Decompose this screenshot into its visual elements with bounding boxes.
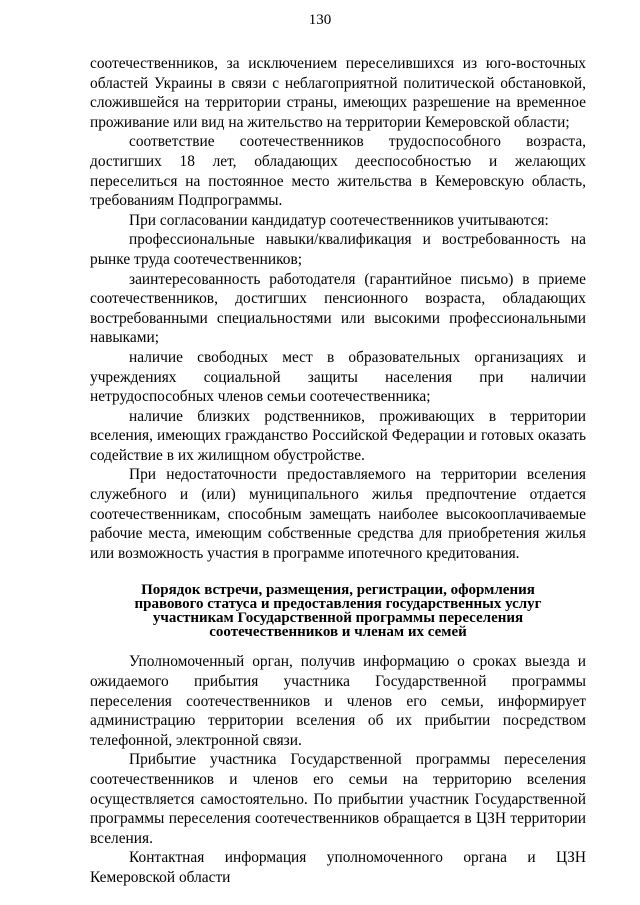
page-number: 130 — [308, 12, 332, 28]
section-heading: Порядок встречи, размещения, регистрации, оформления правового статуса и предоставления государственных услуг участникам Государственной программы переселения соотечественников и членам их семей — [134, 582, 542, 641]
paragraph-close-relatives: наличие близких родственников, проживающих в территории вселения, имеющих гражданство Российской Федерации и готовых оказать содействие в их жилищном обустройстве. — [90, 407, 586, 464]
paragraph-housing-priority: При недостаточности предоставляемого на территории вселения служебного и (или) муниципального жилья предпочтение отдается соотечественникам, способным замещать наиболее высокооплачиваемые рабочие места, имеющим собственные средства для приобретения жилья или возможность участия в программе ипотечного кредитования. — [90, 466, 586, 562]
paragraph-employer-interest: заинтересованность работодателя (гарантийное письмо) в приеме соотечественников, достигших пенсионного возраста, обладающих востребованными специальностями или высокими профессиональными навыками; — [90, 270, 586, 347]
paragraph-contact-info: Контактная информация уполномоченного органа и ЦЗН Кемеровской области — [90, 849, 586, 886]
paragraph-compliance-requirement: соответствие соотечественников трудоспособного возраста, достигших 18 лет, обладающих дееспособностью и желающих переселиться на постоянное место жительства в Кемеровскую область, требованиям Подпрограммы. — [90, 133, 586, 210]
paragraph-authorized-body: Уполномоченный орган, получив информацию о сроках выезда и ожидаемого прибытия участника Государственной программы переселения соотечественников и членов его семьи, информирует администрацию территории вселения об их прибытии посредством телефонной, электронной связи. — [90, 653, 586, 749]
paragraph-available-places: наличие свободных мест в образовательных организациях и учреждениях социальной защиты населения при наличии нетрудоспособных членов семьи соотечественника; — [90, 348, 586, 406]
paragraph-professional-skills: профессиональные навыки/квалификация и востребованность на рынке труда соотечественников; — [90, 231, 586, 268]
paragraph-candidate-criteria-intro: При согласовании кандидатур соотечественников учитываются: — [129, 211, 549, 229]
paragraph-continuation: соотечественников, за исключением переселившихся из юго-восточных областей Украины в связи с неблагоприятной политической обстановкой, сложившейся на территории страны, имеющих разрешение на временное проживание или вид на жительство на территории Кемеровской области; — [90, 55, 586, 131]
paragraph-arrival: Прибытие участника Государственной программы переселения соотечественников и членов его семьи на территорию вселения осуществляется самостоятельно. По прибытии участник Государственной программы переселения соотечественников обращается в ЦЗН территории вселения. — [90, 751, 586, 847]
document-body — [90, 54, 586, 888]
